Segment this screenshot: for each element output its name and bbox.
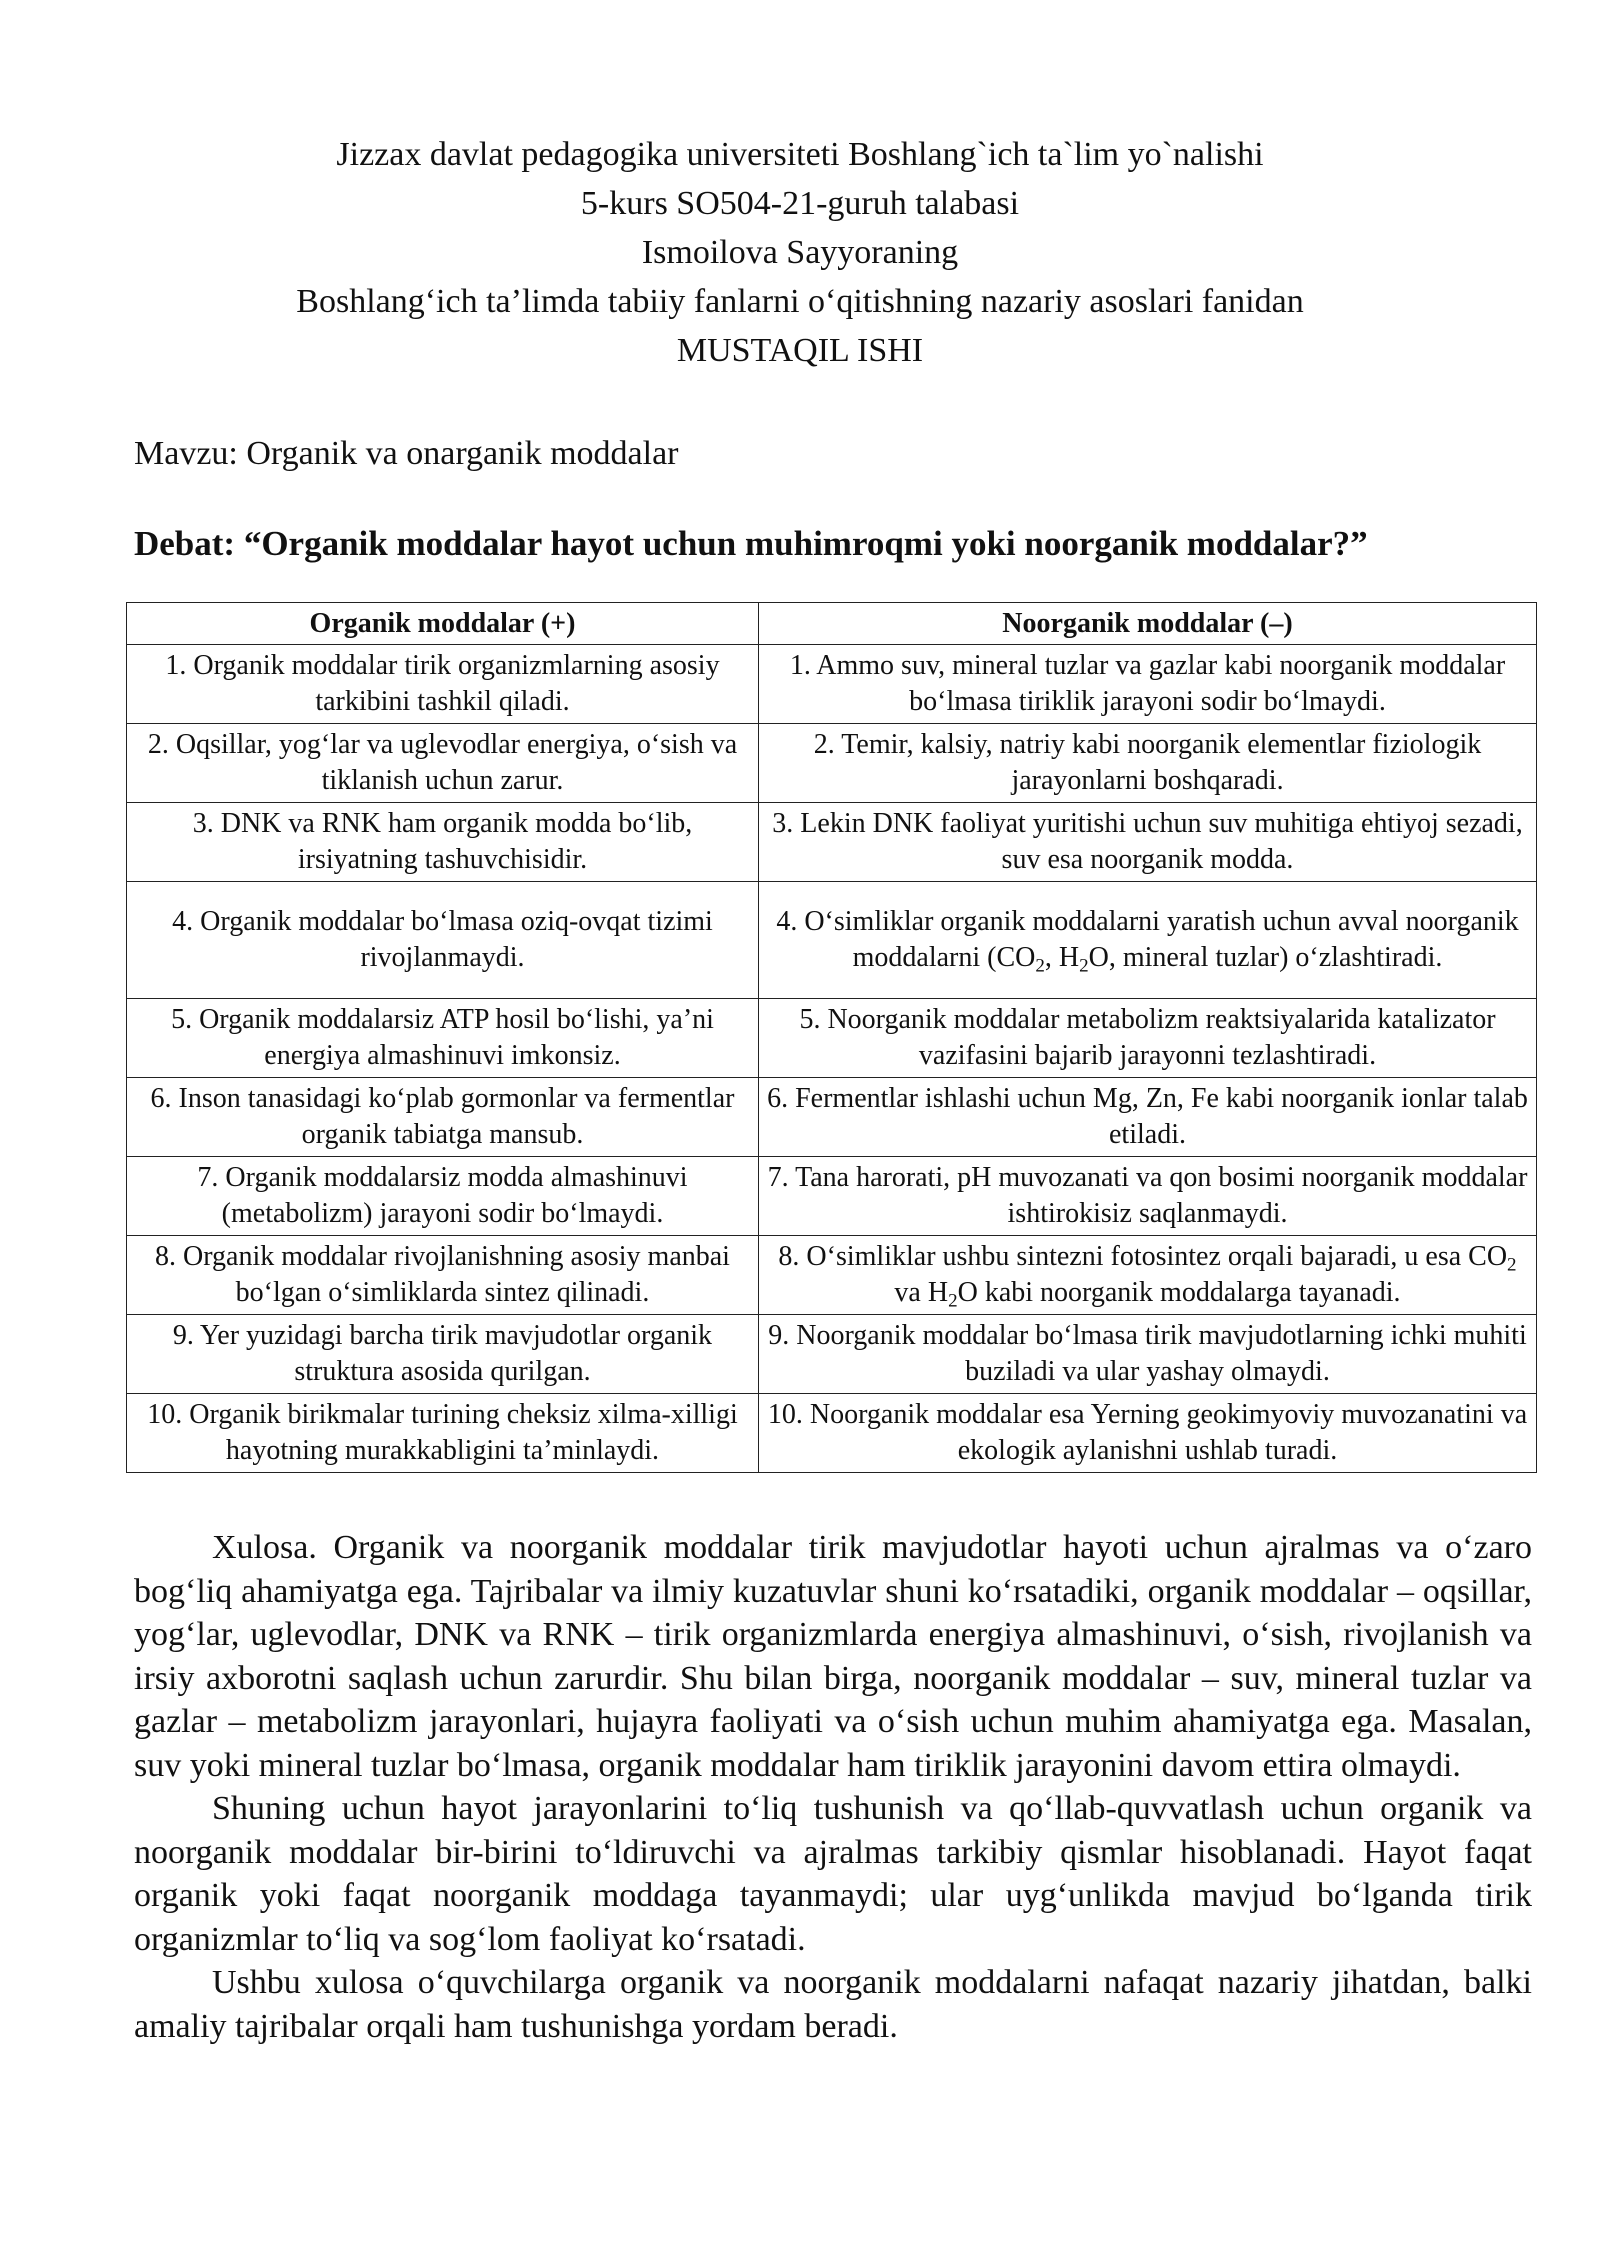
table-row bbox=[127, 1078, 1537, 1157]
organic-cell: 6. Inson tanasidagi ko‘plab gormonlar va fermentlar organik tabiatga mansub. bbox=[127, 1078, 759, 1157]
cell-text: O, mineral tuzlar) o‘zlashtiradi. bbox=[1088, 942, 1443, 973]
conclusion-paragraph: Xulosa. Organik va noorganik moddalar tirik mavjudotlar hayoti uchun ajralmas va o‘zaro bog‘liq ahamiyatga ega. Tajribalar va ilmiy kuzatuvlar shuni ko‘rsatadiki, organik moddalar – oqsillar, yog‘lar, uglevodlar, DNK va RNK – tirik organizmlarda energiya almashinuvi, o‘sish, rivojlanish va irsiy axborotni saqlash uchun zarurdir. Shu bilan birga, noorganik moddalar – suv, mineral tuzlar va gazlar – metabolizm jarayonlari, hujayra faoliyati va o‘sish uchun muhim ahamiyatga ega. Masalan, suv yoki mineral tuzlar bo‘lmasa, organik moddalar ham tiriklik jarayonini davom ettira olmaydi. bbox=[134, 1529, 1532, 1784]
table-row bbox=[127, 1157, 1537, 1236]
work-title: MUSTAQIL ISHI bbox=[676, 332, 924, 369]
cell-text: , H bbox=[1044, 942, 1080, 973]
organic-cell: 5. Organik moddalarsiz ATP hosil bo‘lishi, ya’ni energiya almashinuvi imkonsiz. bbox=[127, 999, 759, 1078]
student-name-line: Ismoilova Sayyoraning bbox=[641, 234, 959, 271]
cell-text: O kabi noorganik moddalarga tayanadi. bbox=[957, 1277, 1401, 1308]
subject-line: Boshlang‘ich ta’limda tabiiy fanlarni o‘qitishning nazariy asoslari fanidan bbox=[296, 283, 1304, 320]
organic-cell: 2. Oqsillar, yog‘lar va uglevodlar energiya, o‘sish va tiklanish uchun zarur. bbox=[127, 724, 759, 803]
subscript: 2 bbox=[948, 1290, 958, 1312]
subscript: 2 bbox=[1079, 955, 1089, 977]
organic-cell: 8. Organik moddalar rivojlanishning asosiy manbai bo‘lgan o‘simliklarda sintez qilinadi. bbox=[127, 1236, 759, 1315]
inorganic-cell: 1. Ammo suv, mineral tuzlar va gazlar kabi noorganik moddalar bo‘lmasa tiriklik jarayoni sodir bo‘lmaydi. bbox=[759, 645, 1537, 724]
cell-text: va H bbox=[894, 1277, 949, 1308]
inorganic-cell: 9. Noorganik moddalar bo‘lmasa tirik mavjudotlarning ichki muhiti buziladi va ular yashay olmaydi. bbox=[759, 1315, 1537, 1394]
inorganic-cell bbox=[759, 1236, 1537, 1315]
university-line: Jizzax davlat pedagogika universiteti Boshlang`ich ta`lim yo`nalishi bbox=[336, 136, 1264, 173]
table-row bbox=[127, 999, 1537, 1078]
table-row bbox=[127, 1394, 1537, 1473]
inorganic-cell: 6. Fermentlar ishlashi uchun Mg, Zn, Fe kabi noorganik ionlar talab etiladi. bbox=[759, 1078, 1537, 1157]
organic-cell: 4. Organik moddalar bo‘lmasa oziq-ovqat tizimi rivojlanmaydi. bbox=[127, 882, 759, 999]
organic-cell: 10. Organik birikmalar turining cheksiz xilma-xilligi hayotning murakkabligini ta’minlaydi. bbox=[127, 1394, 759, 1473]
table-row bbox=[127, 1315, 1537, 1394]
organic-cell: 3. DNK va RNK ham organik modda bo‘lib, irsiyatning tashuvchisidir. bbox=[127, 803, 759, 882]
document-header bbox=[0, 130, 1600, 375]
inorganic-cell: 10. Noorganik moddalar esa Yerning geokimyoviy muvozanatini va ekologik aylanishni ushlab turadi. bbox=[759, 1394, 1537, 1473]
organic-cell: 1. Organik moddalar tirik organizmlarning asosiy tarkibini tashkil qiladi. bbox=[127, 645, 759, 724]
subscript: 2 bbox=[1507, 1254, 1517, 1276]
inorganic-cell: 7. Tana harorati, pH muvozanati va qon bosimi noorganik moddalar ishtirokisiz saqlanmaydi. bbox=[759, 1157, 1537, 1236]
subscript: 2 bbox=[1035, 955, 1045, 977]
organic-cell: 9. Yer yuzidagi barcha tirik mavjudotlar organik struktura asosida qurilgan. bbox=[127, 1315, 759, 1394]
organic-cell: 7. Organik moddalarsiz modda almashinuvi (metabolizm) jarayoni sodir bo‘lmaydi. bbox=[127, 1157, 759, 1236]
table-row bbox=[127, 645, 1537, 724]
inorganic-cell: 2. Temir, kalsiy, natriy kabi noorganik elementlar fiziologik jarayonlarni boshqaradi. bbox=[759, 724, 1537, 803]
table-row bbox=[127, 882, 1537, 999]
inorganic-cell bbox=[759, 882, 1537, 999]
debate-title: Debat: “Organik moddalar hayot uchun muhimroqmi yoki noorganik moddalar?” bbox=[134, 524, 1368, 563]
conclusion-section bbox=[134, 1526, 1532, 2048]
inorganic-cell: 3. Lekin DNK faoliyat yuritishi uchun suv muhitiga ehtiyoj sezadi, suv esa noorganik modda. bbox=[759, 803, 1537, 882]
table-row bbox=[127, 803, 1537, 882]
table-header-row bbox=[127, 603, 1537, 645]
conclusion-paragraph: Shuning uchun hayot jarayonlarini to‘liq tushunish va qo‘llab-quvvatlash uchun organik va noorganik moddalar bir-birini to‘ldiruvchi va ajralmas tarkibiy qismlar hisoblanadi. Hayot faqat organik yoki faqat noorganik moddaga tayanmaydi; ular uyg‘unlikda mavjud bo‘lganda tirik organizmlar to‘liq va sog‘lom faoliyat ko‘rsatadi. bbox=[134, 1790, 1532, 1958]
column-header-inorganic: Noorganik moddalar (–) bbox=[759, 603, 1537, 645]
cell-text: 4. O‘simliklar organik moddalarni yaratish uchun avval noorganik moddalarni (CO bbox=[776, 906, 1519, 973]
conclusion-paragraph: Ushbu xulosa o‘quvchilarga organik va noorganik moddalarni nafaqat nazariy jihatdan, balki amaliy tajribalar orqali ham tushunishga yordam beradi. bbox=[134, 1964, 1532, 2045]
student-group-line: 5-kurs SO504-21-guruh talabasi bbox=[580, 185, 1020, 222]
topic-line: Mavzu: Organik va onarganik moddalar bbox=[134, 435, 679, 472]
inorganic-cell: 5. Noorganik moddalar metabolizm reaktsiyalarida katalizator vazifasini bajarib jarayonni tezlashtiradi. bbox=[759, 999, 1537, 1078]
table-row bbox=[127, 724, 1537, 803]
cell-text: 8. O‘simliklar ushbu sintezni fotosintez orqali bajaradi, u esa CO bbox=[778, 1241, 1508, 1272]
column-header-organic: Organik moddalar (+) bbox=[127, 603, 759, 645]
debate-table bbox=[126, 602, 1537, 1473]
table-row bbox=[127, 1236, 1537, 1315]
